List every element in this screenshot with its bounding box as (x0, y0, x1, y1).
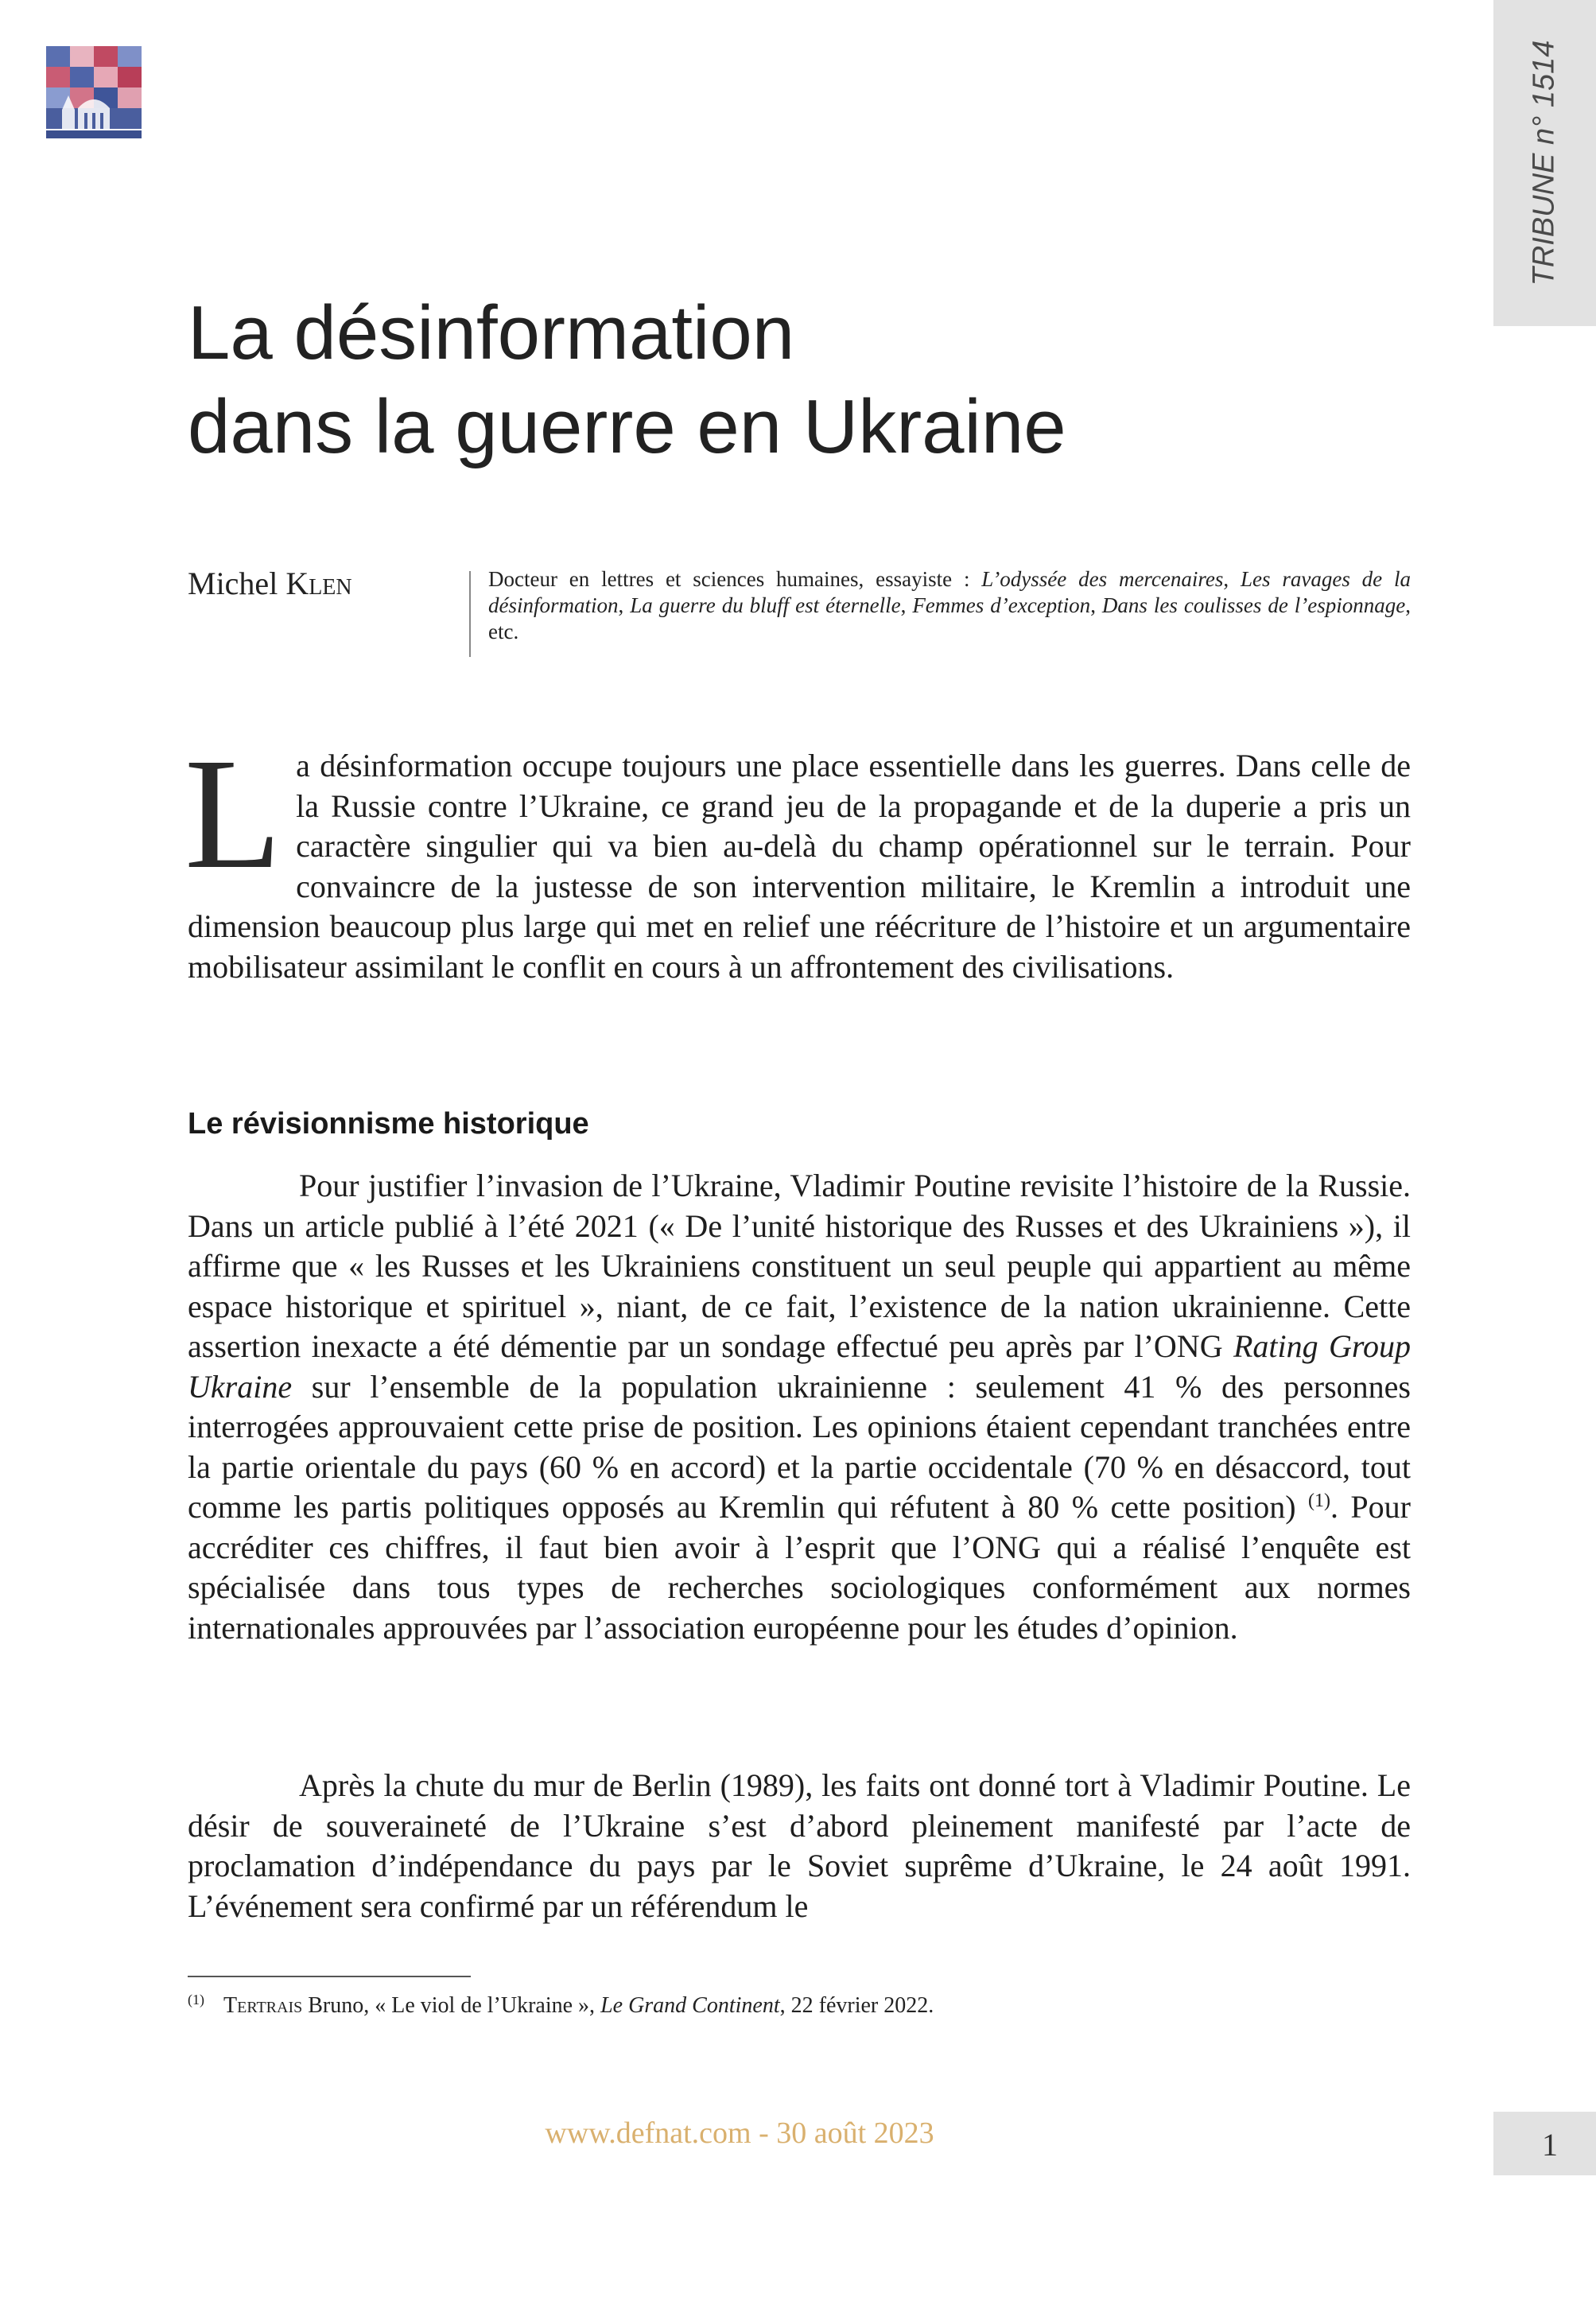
article-title (188, 286, 1380, 474)
page-number-box (1493, 2112, 1596, 2175)
body-paragraph-2: Après la chute du mur de Berlin (1989), les faits ont donné tort à Vladimir Poutine. Le désir de souveraineté de l’Ukraine s’est d’abord pleinement manifesté par l’acte de proclamation d’indépendance du pays par le Soviet suprême d’Ukraine, le 24 août 1991. L’événement sera confirmé par un référendum le (188, 1767, 1411, 1924)
footnote-reference[interactable]: (1) (1308, 1491, 1330, 1511)
author-bio: Docteur en lettres et sciences humaines, essayiste : L’odyssée des mercenaires, Les ravages de la désinformation, La guerre du bluff est éternelle, Femmes d’exception, Dans les coulisses de l’espionnage, etc. (488, 567, 1412, 643)
tribune-side-tab (1493, 0, 1596, 326)
drop-cap: L (184, 726, 282, 902)
footer-url-date[interactable]: www.defnat.com - 30 août 2023 (545, 2116, 934, 2150)
footnote-divider (188, 1976, 471, 1977)
title-line-2: dans la guerre en Ukraine (188, 384, 1066, 469)
author-surname: Klen (285, 566, 352, 601)
section-heading: Le révisionnisme historique (188, 1107, 589, 1141)
journal-logo (46, 46, 142, 140)
tribune-number: TRIBUNE n° 1514 (1527, 40, 1561, 286)
author-name: Michel Klen (188, 566, 352, 601)
title-line-1: La désinformation (188, 290, 795, 375)
page-number: 1 (1542, 2127, 1558, 2163)
body-paragraph-1: Pour justifier l’invasion de l’Ukraine, Vladimir Poutine revisite l’histoire de la Russie. Dans un article publié à l’été 2021 (« De l’unité historique des Russes et des Ukrainiens »), il affirme que « les Russes et les Ukrainiens constituent un seul peuple qui appartient au même espace historique et spirituel », niant, de ce fait, l’existence de la nation ukrainienne. Cette assertion inexacte a été démentie par un sondage effectué peu après par l’ONG Rating Group Ukraine sur l’ensemble de la population ukrainienne : seulement 41 % des personnes interrogées approuvaient cette prise de position. Les opinions étaient cependant tranchées entre la partie orientale du pays (60 % en accord) et la partie occidentale (70 % en désaccord, tout comme les partis politiques opposés au Kremlin qui réfutent à 80 % cette position) $^{(1)}$. Pour accréditer ces chiffres, il faut bien avoir à l’esprit que l’ONG qui a réalisé l’enquête est spécialisée dans tous types de recherches sociologiques conformément aux normes internationales approuvées par l’association européenne pour les études d’opinion. (188, 1168, 1411, 1646)
footnote-marker: (1) (188, 1992, 204, 2008)
intro-paragraph: La désinformation occupe toujours une place essentielle dans les guerres. Dans celle de la Russie contre l’Ukraine, ce grand jeu de la propagande et de la duperie a pris un caractère singulier qui va bien au-delà du champ opérationnel sur le terrain. Pour convaincre de la justesse de son intervention militaire, le Kremlin a introduit une dimension beaucoup plus large qui met en relief une réécriture de l’histoire et un argumentaire mobilisateur assimilant le conflit en cours à un affrontement des civilisations. (184, 726, 1411, 985)
footnote: $^{(1)}$ Tertrais Bruno, « Le viol de l’Ukraine », Le Grand Continent, 22 février 2022. (188, 1992, 934, 2018)
author-bio-divider (469, 571, 471, 657)
